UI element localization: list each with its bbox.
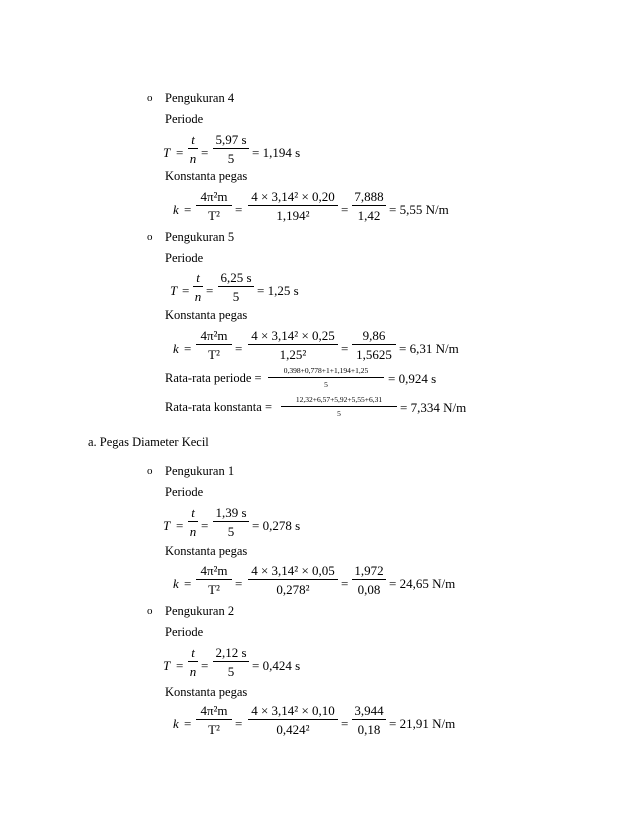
k-substitution-fraction: 4 × 3,14² × 0,20 1,194²: [248, 190, 338, 222]
k-formula-fraction: 4π²m T²: [196, 564, 232, 596]
equals-sign: =: [341, 716, 349, 731]
measurement-title: Pengukuran 1: [165, 464, 235, 478]
k-formula-fraction: 4π²m T²: [196, 190, 232, 222]
k-simplified-fraction: 1,972 0,08: [352, 564, 386, 596]
equals-sign: =: [176, 145, 184, 160]
k-lhs: k: [173, 576, 179, 591]
average-period-label: Rata-rata periode =: [165, 371, 262, 385]
k-simplified-fraction: 7,888 1,42: [352, 190, 386, 222]
equals-sign: =: [184, 576, 192, 591]
equals-sign: =: [201, 518, 209, 533]
list-bullet: o: [147, 92, 153, 104]
equals-sign: =: [341, 202, 349, 217]
period-value-fraction: 1,39 s 5: [213, 506, 249, 538]
equals-sign: =: [341, 576, 349, 591]
periode-label: Periode: [165, 625, 204, 639]
period-value-fraction: 6,25 s 5: [218, 271, 254, 303]
equals-sign: =: [184, 202, 192, 217]
k-lhs: k: [173, 341, 179, 356]
equals-sign: =: [341, 341, 349, 356]
list-bullet: o: [147, 465, 153, 477]
list-bullet: o: [147, 605, 153, 617]
measurement-title: Pengukuran 5: [165, 230, 235, 244]
period-result: = 0,424 s: [252, 658, 301, 673]
period-lhs: T: [170, 283, 178, 298]
measurement-title: Pengukuran 2: [165, 604, 235, 618]
k-lhs: k: [173, 716, 179, 731]
konstanta-label: Konstanta pegas: [165, 308, 248, 322]
equals-sign: =: [184, 716, 192, 731]
k-formula-fraction: 4π²m T²: [196, 329, 232, 361]
average-konstanta-result: = 7,334 N/m: [400, 400, 467, 415]
equals-sign: =: [201, 658, 209, 673]
k-simplified-fraction: 3,944 0,18: [352, 704, 386, 736]
equals-sign: =: [235, 716, 243, 731]
equals-sign: =: [206, 283, 214, 298]
period-lhs: T: [163, 145, 171, 160]
period-result: = 1,194 s: [252, 145, 301, 160]
equals-sign: =: [176, 658, 184, 673]
period-fraction: t n: [189, 505, 197, 539]
k-result: = 24,65 N/m: [389, 576, 456, 591]
k-substitution-fraction: 4 × 3,14² × 0,05 0,278²: [248, 564, 338, 596]
equals-sign: =: [235, 576, 243, 591]
konstanta-label: Konstanta pegas: [165, 169, 248, 183]
period-value-fraction: 2,12 s 5: [213, 646, 249, 678]
average-konstanta-label: Rata-rata konstanta =: [165, 400, 273, 414]
equals-sign: =: [201, 145, 209, 160]
equals-sign: =: [235, 341, 243, 356]
k-lhs: k: [173, 202, 179, 217]
list-bullet: o: [147, 231, 153, 243]
k-substitution-fraction: 4 × 3,14² × 0,25 1,25²: [248, 329, 338, 361]
k-result: = 6,31 N/m: [399, 341, 459, 356]
equals-sign: =: [182, 283, 190, 298]
period-result: = 0,278 s: [252, 518, 301, 533]
k-result: = 21,91 N/m: [389, 716, 456, 731]
k-result: = 5,55 N/m: [389, 202, 449, 217]
konstanta-label: Konstanta pegas: [165, 685, 248, 699]
periode-label: Periode: [165, 112, 204, 126]
equals-sign: =: [184, 341, 192, 356]
period-lhs: T: [163, 658, 171, 673]
period-fraction: t n: [189, 645, 197, 679]
period-fraction: t n: [194, 270, 202, 304]
period-result: = 1,25 s: [257, 283, 299, 298]
average-period-result: = 0,924 s: [388, 371, 437, 386]
equals-sign: =: [176, 518, 184, 533]
periode-label: Periode: [165, 485, 204, 499]
konstanta-label: Konstanta pegas: [165, 544, 248, 558]
average-konstanta-fraction: 12,32+6,57+5,92+5,55+6,31 5: [281, 396, 397, 417]
equals-sign: =: [235, 202, 243, 217]
section-heading: a. Pegas Diameter Kecil: [88, 435, 209, 449]
periode-label: Periode: [165, 251, 204, 265]
k-substitution-fraction: 4 × 3,14² × 0,10 0,424²: [248, 704, 338, 736]
period-value-fraction: 5,97 s 5: [213, 133, 249, 165]
period-fraction: t n: [189, 132, 197, 166]
average-period-fraction: 0,398+0,778+1+1,194+1,25 5: [268, 367, 384, 388]
period-lhs: T: [163, 518, 171, 533]
k-formula-fraction: 4π²m T²: [196, 704, 232, 736]
k-simplified-fraction: 9,86 1,5625: [352, 329, 396, 361]
measurement-title: Pengukuran 4: [165, 91, 235, 105]
